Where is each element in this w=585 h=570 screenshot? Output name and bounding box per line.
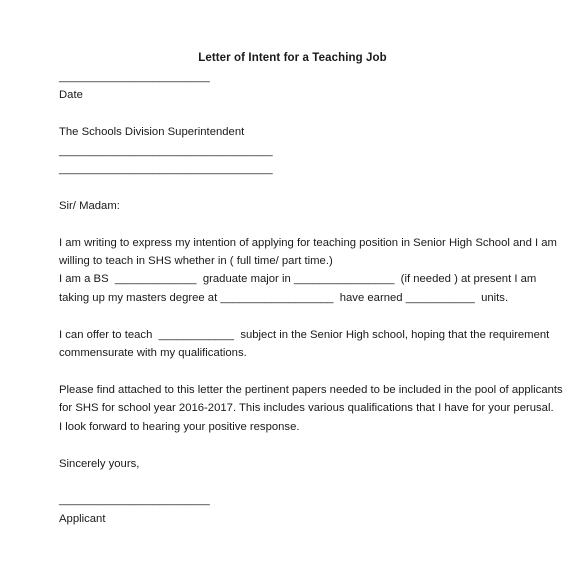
address-blank-1: __________________________________	[59, 145, 273, 157]
signature-label: Applicant	[59, 513, 106, 525]
paragraph1-line2: willing to teach in SHS whether in ( full time/ part time.)	[59, 255, 333, 267]
paragraph1-line1: I am writing to express my intention of applying for teaching position in Senior High School and I am	[59, 237, 557, 249]
paragraph2-line2: commensurate with my qualifications.	[59, 347, 247, 359]
date-label: Date	[59, 89, 83, 101]
document-title: Letter of Intent for a Teaching Job	[198, 52, 387, 64]
paragraph2-line1: I can offer to teach ____________ subject in the Senior High school, hoping that the requirement	[59, 329, 550, 341]
paragraph1-line3: I am a BS _____________ graduate major in ________________ (if needed ) at present I am	[59, 273, 537, 285]
paragraph1-line4: taking up my masters degree at __________________ have earned ___________ units.	[59, 292, 509, 304]
paragraph3-line3: I look forward to hearing your positive response.	[59, 421, 300, 433]
address-blank-2: __________________________________	[59, 163, 273, 175]
recipient-line: The Schools Division Superintendent	[59, 126, 245, 138]
paragraph3-line1: Please find attached to this letter the pertinent papers needed to be included in the pool of applicants	[59, 384, 563, 396]
signature-blank: ________________________	[59, 494, 210, 506]
paragraph3-line2: for SHS for school year 2016-2017. This includes various qualifications that I have for your perusal.	[59, 402, 554, 414]
closing: Sincerely yours,	[59, 458, 140, 470]
date-blank: ________________________	[59, 71, 210, 83]
salutation: Sir/ Madam:	[59, 200, 120, 212]
